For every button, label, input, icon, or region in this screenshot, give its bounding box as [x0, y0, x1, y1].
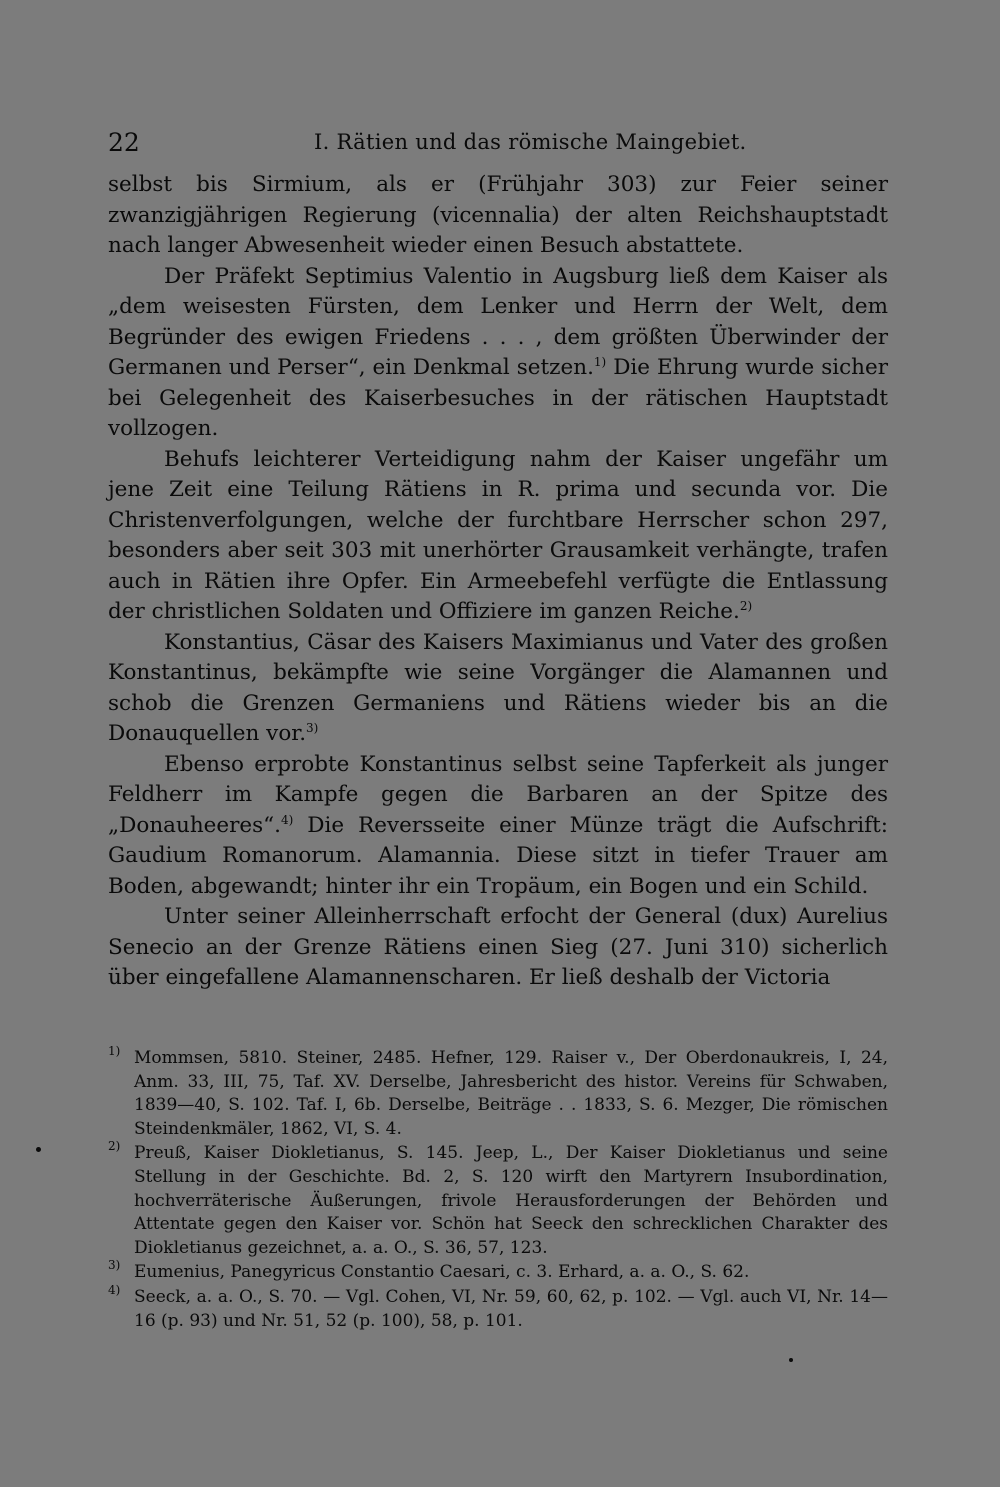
- footnote-text: Preuß, Kaiser Diokletianus, S. 145. Jeep, L., Der Kaiser Diokletianus und seine Stellung in der Geschichte. Bd. 2, S. 120 wirft den Martyrern Insubordination, hochverräterische Äußerungen, frivole Herausforderungen der Behörden und Attentate gegen den Kaiser vor. Schön hat Seeck den schrecklichen Charakter des Diokletianus gezeichnet, a. a. O., S. 36, 57, 123.: [134, 1143, 888, 1258]
- footnote-ref: 2): [739, 598, 753, 613]
- paragraph-text: Behufs leichterer Verteidigung nahm der Kaiser ungefähr um jene Zeit eine Teilung Rätiens in R. prima und secunda vor. Die Christenverfolgungen, welche der furchtbare Herrscher schon 297, besonders aber seit 303 mit unerhörter Grausamkeit verhängte, trafen auch in Rätien ihre Opfer. Ein Armeebefehl verfügte die Entlassung der christlichen Soldaten und Offiziere im ganzen Reiche.: [108, 446, 888, 624]
- paragraph: selbst bis Sirmium, als er (Frühjahr 303) zur Feier seiner zwanzigjährigen Regierung (vicennalia) der alten Reichshauptstadt nach langer Abwesenheit wieder einen Besuch abstattete.: [108, 172, 888, 258]
- footnote-mark: 2): [108, 1139, 121, 1154]
- ink-speck: [789, 1358, 793, 1362]
- paragraph-text: Ebenso erprobte Konstantinus selbst seine Tapferkeit als junger Feldherr im Kampfe gegen die Barbaren an der Spitze des „Donauheeres“.: [108, 751, 888, 838]
- footnote: [108, 1139, 888, 1260]
- paragraph-text: Die Ehrung wurde sicher bei Gelegenheit des Kaiserbesuches in der rätischen Hauptstadt vollzogen.: [108, 355, 888, 441]
- footnote: [108, 1258, 888, 1285]
- page-number: 22: [108, 128, 140, 157]
- footnote: [108, 1282, 888, 1333]
- footnote-ref: 1): [593, 354, 607, 369]
- footnote-ref: 3): [306, 720, 319, 735]
- footnote-text: Mommsen, 5810. Steiner, 2485. Hefner, 129. Raiser v., Der Oberdonaukreis, I, 24, Anm. 33, III, 75, Taf. XV. Derselbe, Jahresbericht des histor. Vereins für Schwaben, 1839—40, S. 102. Taf. I, 6b. Derselbe, Beiträge . . 1833, S. 6. Mezger, Die römischen Steindenkmäler, 1862, VI, S. 4.: [134, 1048, 888, 1139]
- footnotes: [108, 1044, 888, 1334]
- running-head: [108, 128, 886, 160]
- footnote-mark: 4): [108, 1282, 121, 1297]
- paragraph: [108, 262, 888, 445]
- paragraph-text: Der Präfekt Septimius Valentio in Augsburg ließ dem Kaiser als „dem weisesten Fürsten, dem Lenker und Herrn der Welt, dem Begründer des ewigen Friedens . . . , dem größten Überwinder der Germanen und Perser“, ein Denkmal setzen.: [108, 263, 888, 380]
- footnote-text: Seeck, a. a. O., S. 70. — Vgl. Cohen, VI, Nr. 59, 60, 62, p. 102. — Vgl. auch VI, Nr. 14—16 (p. 93) und Nr. 51, 52 (p. 100), 58, p. 101.: [134, 1286, 888, 1331]
- footnote: [108, 1044, 888, 1141]
- paragraph-text: Konstantius, Cäsar des Kaisers Maximianus und Vater des großen Konstantinus, bekämpfte wie seine Vorgänger die Alamannen und schob die Grenzen Germaniens und Rätiens wieder bis an die Donauquellen vor.: [108, 629, 888, 746]
- paragraph: Unter seiner Alleinherrschaft erfocht der General (dux) Aurelius Senecio an der Grenze Rätiens einen Sieg (27. Juni 310) sicherlich über eingefallene Alamannenscharen. Er ließ deshalb der Victoria: [108, 904, 888, 990]
- main-text: [108, 170, 888, 994]
- paragraph: [108, 750, 888, 903]
- footnote-ref: 4): [281, 812, 294, 827]
- paragraph-text: Die Reversseite einer Münze trägt die Aufschrift: Gaudium Romanorum. Alamannia. Diese sitzt in tiefer Trauer am Boden, abgewandt; hinter ihr ein Tropäum, ein Bogen und ein Schild.: [108, 812, 888, 899]
- running-title: I. Rätien und das römische Maingebiet.: [314, 130, 747, 154]
- paragraph: [108, 628, 888, 750]
- footnote-text: Eumenius, Panegyricus Constantio Caesari, c. 3. Erhard, a. a. O., S. 62.: [134, 1262, 750, 1283]
- paragraph: [108, 445, 888, 628]
- footnote-mark: 1): [108, 1044, 121, 1058]
- footnote-mark: 3): [108, 1258, 121, 1273]
- ink-speck: [36, 1147, 41, 1152]
